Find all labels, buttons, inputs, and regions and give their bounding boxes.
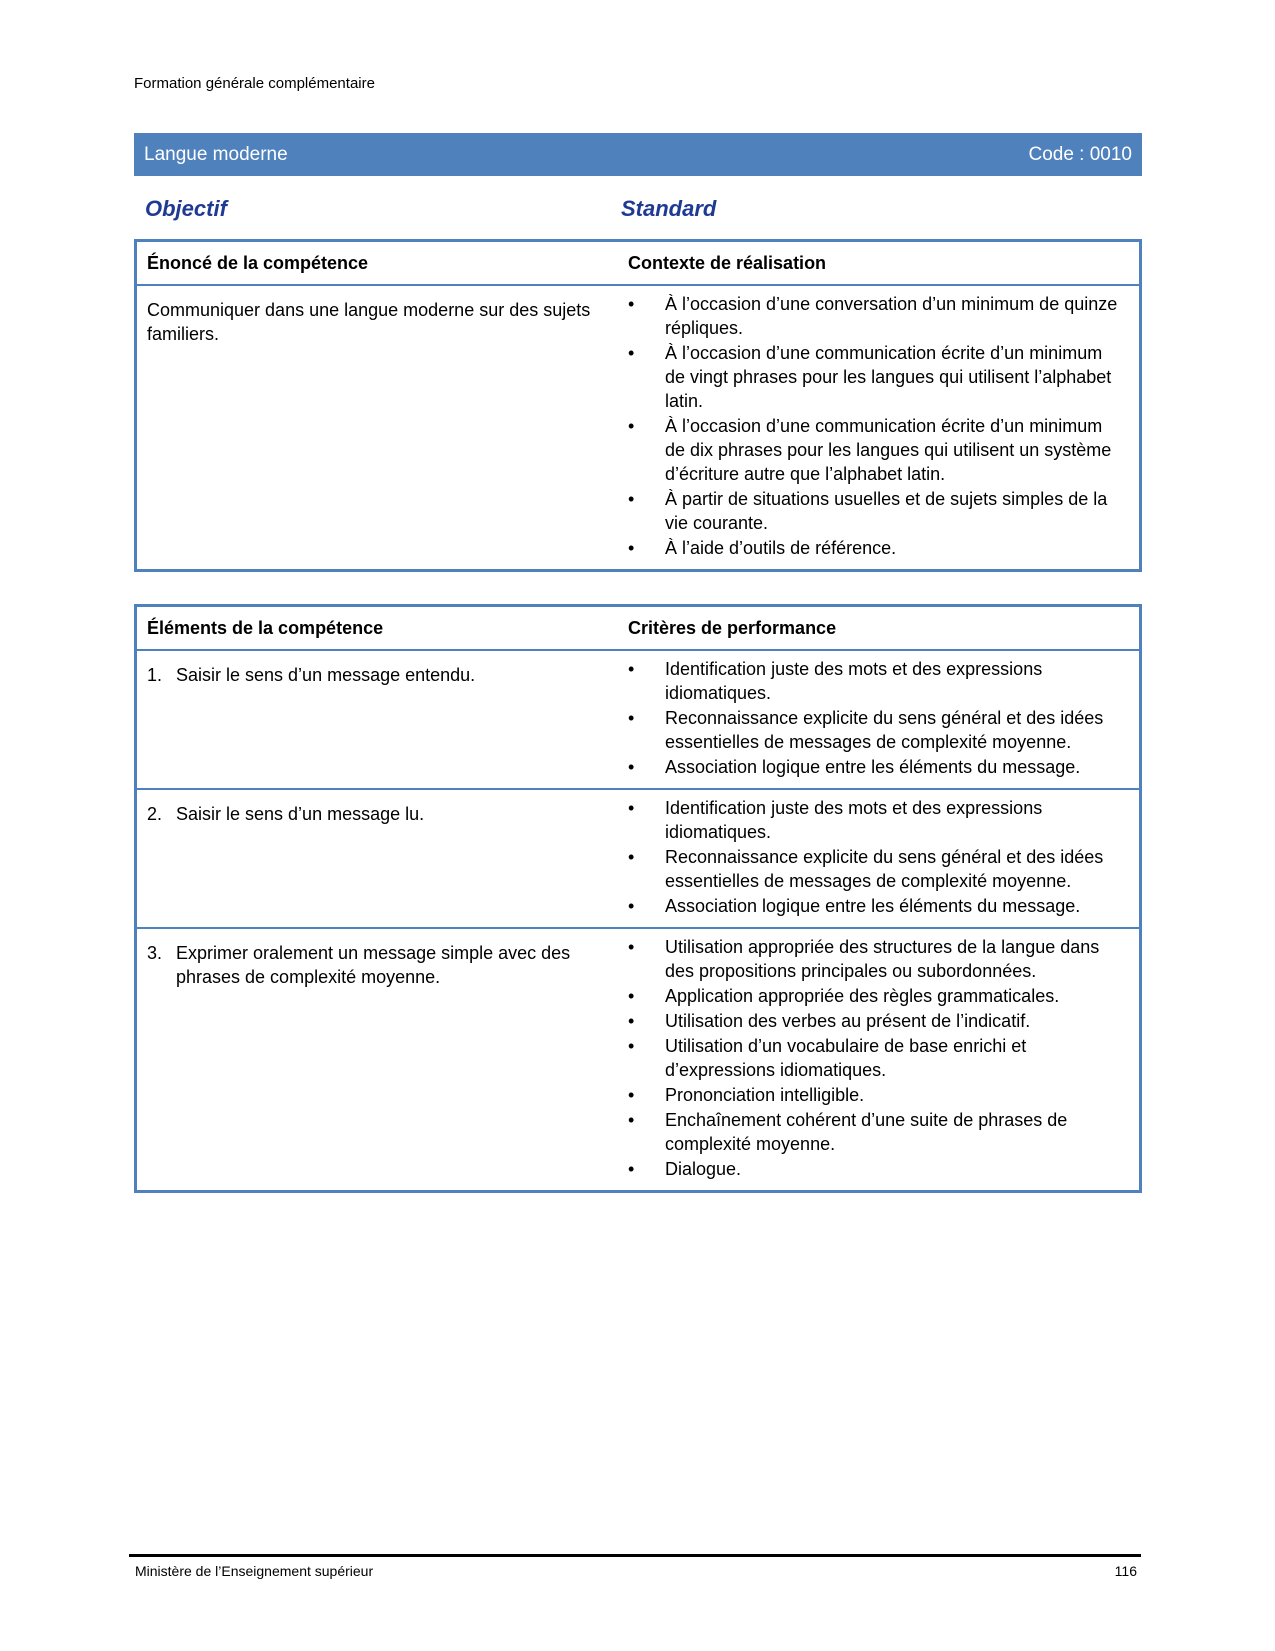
context-item: • À l’occasion d’une conversation d’un minimum de quinze répliques. (628, 292, 1125, 340)
footer-rule (129, 1554, 1141, 1557)
context-heading: Contexte de réalisation (628, 252, 827, 273)
context-list-cell (628, 286, 1139, 569)
criteria-item: • Reconnaissance explicite du sens général et des idées essentielles de messages de complexité moyenne. (628, 845, 1125, 893)
criteria-cell (628, 651, 1139, 788)
element-cell (137, 929, 628, 1190)
subject-title: Langue moderne (144, 143, 288, 165)
criteria-item: • Utilisation des verbes au présent de l’indicatif. (628, 1009, 1125, 1033)
footer-ministry: Ministère de l’Enseignement supérieur (135, 1563, 374, 1579)
criteria-list (628, 935, 1125, 1181)
context-item: • À l’aide d’outils de référence. (628, 536, 1125, 560)
competence-row (137, 286, 1139, 569)
criteria-item: • Identification juste des mots et des expressions idiomatiques. (628, 657, 1125, 705)
subject-banner (134, 133, 1142, 176)
criteria-item: • Utilisation appropriée des structures de la langue dans des propositions principales ou subordonnées. (628, 935, 1125, 983)
element-row (137, 651, 1139, 790)
competence-table (134, 239, 1142, 572)
criteria-item: • Association logique entre les éléments du message. (628, 755, 1125, 779)
elements-table (134, 604, 1142, 1193)
competence-statement: Communiquer dans une langue moderne sur des sujets familiers. (147, 300, 591, 344)
page-number: 116 (1114, 1563, 1137, 1579)
element-row (137, 929, 1139, 1190)
criteria-list (628, 657, 1125, 779)
element-number: 2. (147, 804, 163, 824)
element-row (137, 790, 1139, 929)
criteria-cell (628, 929, 1139, 1190)
context-item: • À partir de situations usuelles et de sujets simples de la vie courante. (628, 487, 1125, 535)
elements-table-header (137, 607, 1139, 651)
element-number: 1. (147, 665, 163, 685)
element-text: Saisir le sens d’un message lu. (176, 804, 425, 824)
elements-heading: Éléments de la compétence (147, 617, 384, 638)
statement-heading: Énoncé de la compétence (147, 252, 369, 273)
criteria-list (628, 796, 1125, 918)
criteria-item: • Enchaînement cohérent d’une suite de phrases de complexité moyenne. (628, 1108, 1125, 1156)
element-text: Saisir le sens d’un message entendu. (176, 665, 476, 685)
context-item: • À l’occasion d’une communication écrite d’un minimum de vingt phrases pour les langues qui utilisent l’alphabet latin. (628, 341, 1125, 413)
criteria-item: • Application appropriée des règles grammaticales. (628, 984, 1125, 1008)
element-number: 3. (147, 943, 163, 963)
context-item: • À l’occasion d’une communication écrite d’un minimum de dix phrases pour les langues qui utilisent un système d’écriture autre que l’alphabet latin. (628, 414, 1125, 486)
criteria-item: • Reconnaissance explicite du sens général et des idées essentielles de messages de complexité moyenne. (628, 706, 1125, 754)
element-text: Exprimer oralement un message simple avec des phrases de complexité moyenne. (176, 943, 571, 987)
running-header: Formation générale complémentaire (134, 75, 375, 92)
element-cell (137, 790, 628, 927)
competence-table-header (137, 242, 1139, 286)
criteria-item: • Dialogue. (628, 1157, 1125, 1181)
criteria-item: • Utilisation d’un vocabulaire de base enrichi et d’expressions idiomatiques. (628, 1034, 1125, 1082)
objective-label: Objectif (145, 196, 227, 221)
criteria-item: • Association logique entre les éléments du message. (628, 894, 1125, 918)
criteria-heading: Critères de performance (628, 617, 837, 638)
criteria-item: • Identification juste des mots et des expressions idiomatiques. (628, 796, 1125, 844)
course-code: Code : 0010 (1028, 143, 1132, 165)
criteria-item: • Prononciation intelligible. (628, 1083, 1125, 1107)
element-cell (137, 651, 628, 788)
context-list (628, 292, 1125, 560)
standard-label: Standard (621, 196, 717, 221)
criteria-cell (628, 790, 1139, 927)
